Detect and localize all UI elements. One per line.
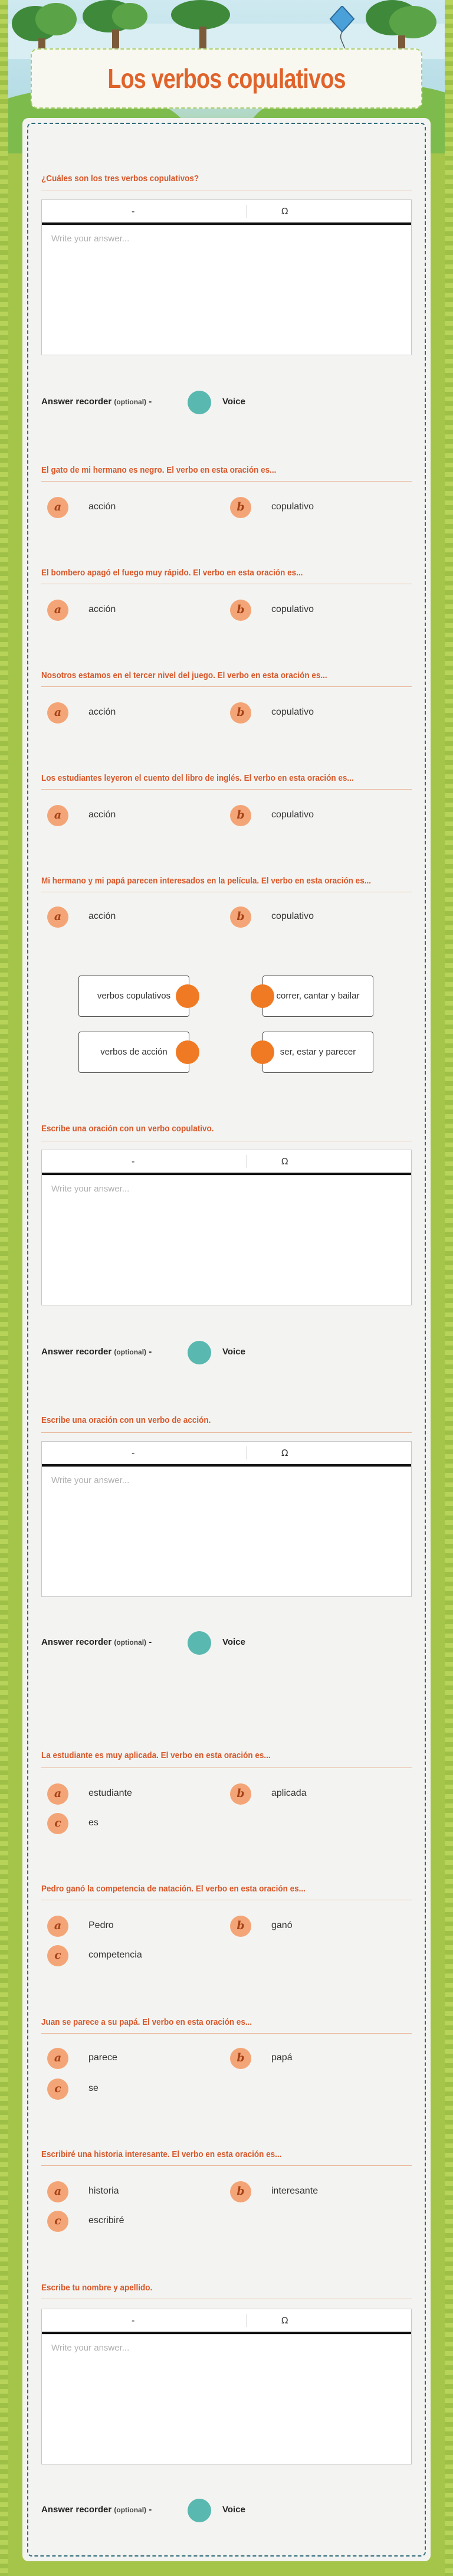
question-11: Juan se parece a su papá. El verbo en esta oración es... (41, 2017, 252, 2027)
option-letter-badge: a (47, 2181, 68, 2202)
bold-button[interactable]: - (132, 206, 135, 217)
voice-record-button[interactable] (188, 1631, 211, 1655)
option-letter-badge: c (47, 2211, 68, 2232)
editor-toolbar (42, 200, 411, 225)
option-text: papá (271, 2053, 293, 2063)
question-10: Pedro ganó la competencia de natación. El verbo en esta oración es... (41, 1884, 306, 1894)
bold-button[interactable]: - (132, 2315, 135, 2326)
option-letter-badge: a (47, 1916, 68, 1937)
option-text: estudiante (88, 1788, 132, 1798)
question-8: Escribe una oración con un verbo de acción. (41, 1415, 211, 1425)
match-connector-dot[interactable] (176, 1040, 199, 1064)
special-character-button[interactable]: Ω (281, 2315, 288, 2326)
editor-toolbar (42, 2309, 411, 2334)
option-text: parece (88, 2053, 117, 2063)
recorder-label: Answer recorder (optional) - (41, 1637, 152, 1647)
option-letter-badge: a (47, 805, 68, 826)
decorative-stripe (0, 0, 8, 2576)
option-text: copulativo (271, 502, 314, 512)
editor-toolbar (42, 1442, 411, 1467)
question-7: Escribe una oración con un verbo copulativo. (41, 1124, 214, 1134)
recorder-label: Answer recorder (optional) - (41, 1347, 152, 1357)
option-text: historia (88, 2186, 119, 2196)
answer-textarea[interactable] (42, 225, 411, 355)
voice-label: Voice (222, 1347, 245, 1357)
option-letter-badge: a (47, 600, 68, 621)
answer-editor-3[interactable] (41, 1441, 412, 1597)
option-text: escribiré (88, 2215, 124, 2225)
option-text: Pedro (88, 1920, 114, 1930)
answer-placeholder: Write your answer... (51, 1184, 130, 1194)
option-letter-badge: b (230, 2181, 251, 2202)
toolbar-separator (246, 1446, 247, 1459)
special-character-button[interactable]: Ω (281, 1156, 288, 1167)
toolbar-separator (246, 205, 247, 218)
option-letter-badge: c (47, 1813, 68, 1834)
question-13: Escribe tu nombre y apellido. (41, 2283, 153, 2293)
voice-record-button[interactable] (188, 1341, 211, 1364)
option-letter-badge: b (230, 600, 251, 621)
option-letter-badge: a (47, 906, 68, 928)
option-text: acción (88, 810, 116, 820)
answer-placeholder: Write your answer... (51, 234, 130, 244)
question-divider (41, 686, 412, 687)
option-text: acción (88, 911, 116, 921)
question-divider (41, 481, 412, 482)
option-text: copulativo (271, 911, 314, 921)
match-connector-dot[interactable] (251, 984, 274, 1008)
option-letter-badge: a (47, 1783, 68, 1805)
answer-placeholder: Write your answer... (51, 2343, 130, 2353)
option-text: es (88, 1818, 99, 1828)
answer-textarea[interactable] (42, 2334, 411, 2464)
match-connector-dot[interactable] (176, 984, 199, 1008)
question-divider (41, 2165, 412, 2166)
bold-button[interactable]: - (132, 1448, 135, 1458)
option-text: copulativo (271, 810, 314, 820)
voice-record-button[interactable] (188, 391, 211, 414)
page-title: Los verbos copulativos (107, 63, 346, 94)
option-letter-badge: b (230, 497, 251, 518)
option-letter-badge: b (230, 1916, 251, 1937)
answer-editor-2[interactable] (41, 1150, 412, 1305)
option-letter-badge: a (47, 497, 68, 518)
question-5: Los estudiantes leyeron el cuento del libro de inglés. El verbo en esta oración es... (41, 773, 354, 783)
option-text: ganó (271, 1920, 293, 1930)
question-12: Escribiré una historia interesante. El verbo en esta oración es... (41, 2149, 282, 2159)
question-divider (41, 1432, 412, 1433)
match-left-item-2[interactable]: verbos de acción (78, 1032, 189, 1073)
worksheet (22, 118, 431, 2561)
option-text: acción (88, 604, 116, 614)
option-text: competencia (88, 1950, 142, 1960)
option-letter-badge: a (47, 2048, 68, 2069)
question-1: ¿Cuáles son los tres verbos copulativos? (41, 174, 199, 184)
question-4: Nosotros estamos en el tercer nivel del juego. El verbo en esta oración es... (41, 670, 327, 680)
toolbar-separator (246, 2314, 247, 2327)
question-divider (41, 789, 412, 790)
option-letter-badge: b (230, 702, 251, 724)
option-letter-badge: b (230, 906, 251, 928)
recorder-label: Answer recorder (optional) - (41, 397, 152, 407)
option-letter-badge: a (47, 702, 68, 724)
answer-placeholder: Write your answer... (51, 1475, 130, 1485)
option-letter-badge: c (47, 1945, 68, 1966)
question-divider (41, 2033, 412, 2034)
option-text: acción (88, 707, 116, 717)
worksheet-border (27, 123, 426, 2557)
question-9: La estudiante es muy aplicada. El verbo en esta oración es... (41, 1750, 271, 1760)
option-text: copulativo (271, 604, 314, 614)
bold-button[interactable]: - (132, 1156, 135, 1167)
match-left-item-1[interactable]: verbos copulativos (78, 976, 189, 1017)
question-6: Mi hermano y mi papá parecen interesados en la película. El verbo en esta oración es... (41, 876, 371, 886)
question-3: El bombero apagó el fuego muy rápido. El verbo en esta oración es... (41, 568, 303, 578)
match-right-item-1[interactable]: correr, cantar y bailar (262, 976, 373, 1017)
answer-editor-1[interactable] (41, 199, 412, 355)
option-letter-badge: c (47, 2079, 68, 2100)
special-character-button[interactable]: Ω (281, 206, 288, 217)
title-card (31, 48, 422, 109)
voice-label: Voice (222, 1637, 245, 1647)
option-text: interesante (271, 2186, 319, 2196)
option-text: copulativo (271, 707, 314, 717)
match-connector-dot[interactable] (251, 1040, 274, 1064)
match-right-item-2[interactable]: ser, estar y parecer (262, 1032, 373, 1073)
option-letter-badge: b (230, 1783, 251, 1805)
voice-label: Voice (222, 2505, 245, 2515)
special-character-button[interactable]: Ω (281, 1448, 288, 1458)
answer-textarea[interactable] (42, 1175, 411, 1305)
voice-label: Voice (222, 397, 245, 407)
voice-record-button[interactable] (188, 2499, 211, 2522)
decorative-stripe (445, 0, 453, 2576)
option-text: aplicada (271, 1788, 307, 1798)
option-letter-badge: b (230, 805, 251, 826)
answer-textarea[interactable] (42, 1467, 411, 1596)
option-letter-badge: b (230, 2048, 251, 2069)
question-divider (41, 1767, 412, 1768)
option-text: acción (88, 502, 116, 512)
toolbar-separator (246, 1155, 247, 1168)
question-2: El gato de mi hermano es negro. El verbo en esta oración es... (41, 465, 277, 475)
editor-toolbar (42, 1150, 411, 1175)
answer-editor-4[interactable] (41, 2309, 412, 2464)
recorder-label: Answer recorder (optional) - (41, 2505, 152, 2515)
option-text: se (88, 2083, 99, 2093)
